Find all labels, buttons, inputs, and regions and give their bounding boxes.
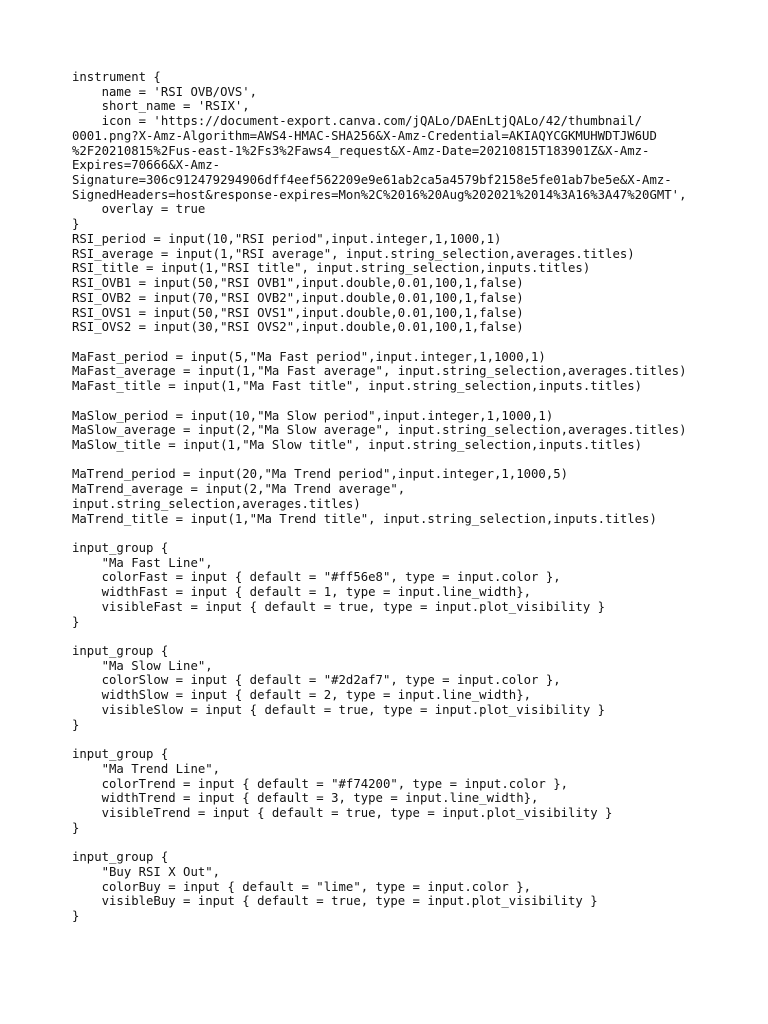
code-line: RSI_OVB1 = input(50,"RSI OVB1",input.double,0.01,100,1,false) [72,276,524,291]
code-line: visibleBuy = input { default = true, type = input.plot_visibility } [72,894,598,909]
code-line: SignedHeaders=host&response-expires=Mon%2C%2016%20Aug%202021%2014%3A16%3A47%20GMT', [72,187,687,202]
code-line: 0001.png?X-Amz-Algorithm=AWS4-HMAC-SHA256&X-Amz-Credential=AKIAQYCGKMUHWDTJW6UD [72,128,657,143]
code-line: colorFast = input { default = "#ff56e8", type = input.color }, [72,570,561,585]
code-line [72,394,752,409]
code-line: } [72,717,80,732]
code-line: "Ma Fast Line", [72,555,213,570]
code-line [72,629,752,644]
code-line: MaFast_title = input(1,"Ma Fast title", input.string_selection,inputs.titles) [72,379,643,394]
code-line: overlay = true [72,202,206,217]
code-document [72,70,752,924]
code-line: icon = 'https://document-export.canva.com/jQALo/DAEnLtjQALo/42/thumbnail/ [72,114,643,129]
code-line: widthTrend = input { default = 3, type = input.line_width}, [72,791,539,806]
code-line: RSI_average = input(1,"RSI average", input.string_selection,averages.titles) [72,246,635,261]
code-line: MaSlow_period = input(10,"Ma Slow period",input.integer,1,1000,1) [72,408,554,423]
code-line: MaFast_average = input(1,"Ma Fast average", input.string_selection,averages.titles) [72,364,687,379]
code-line [72,835,752,850]
code-line: input_group { [72,747,169,762]
code-line: RSI_OVB2 = input(70,"RSI OVB2",input.double,0.01,100,1,false) [72,290,524,305]
code-line: widthSlow = input { default = 2, type = input.line_width}, [72,688,532,703]
code-line: short_name = 'RSIX', [72,99,250,114]
code-line: input_group { [72,541,169,555]
code-line: name = 'RSI OVB/OVS', [72,84,258,99]
code-line: %2F20210815%2Fus-east-1%2Fs3%2Faws4_request&X-Amz-Date=20210815T183901Z&X-Amz- [72,143,650,158]
code-line [72,526,752,541]
code-line: MaFast_period = input(5,"Ma Fast period",input.integer,1,1000,1) [72,349,546,364]
code-line: } [72,820,80,835]
code-line: MaSlow_title = input(1,"Ma Slow title", input.string_selection,inputs.titles) [72,437,643,452]
code-line: "Buy RSI X Out", [72,864,221,879]
code-line: Expires=70666&X-Amz- [72,158,221,173]
code-line: input.string_selection,averages.titles) [72,496,361,511]
code-line: visibleSlow = input { default = true, type = input.plot_visibility } [72,702,606,717]
code-line: visibleFast = input { default = true, type = input.plot_visibility } [72,599,606,614]
code-line: colorTrend = input { default = "#f74200", type = input.color }, [72,776,569,791]
code-line: MaTrend_period = input(20,"Ma Trend period",input.integer,1,1000,5) [72,467,569,482]
code-line: "Ma Slow Line", [72,658,213,673]
code-line: widthFast = input { default = 1, type = input.line_width}, [72,585,532,600]
code-line: visibleTrend = input { default = true, type = input.plot_visibility } [72,805,613,820]
code-line: } [72,908,80,923]
code-line: RSI_period = input(10,"RSI period",input.integer,1,1000,1) [72,231,502,246]
code-line: } [72,614,80,629]
code-line: colorSlow = input { default = "#2d2af7", type = input.color }, [72,673,561,688]
code-line [72,732,752,747]
code-line: MaTrend_title = input(1,"Ma Trend title", input.string_selection,inputs.titles) [72,511,657,526]
code-line: RSI_OVS1 = input(50,"RSI OVS1",input.double,0.01,100,1,false) [72,305,524,320]
code-line: input_group { [72,850,169,865]
code-line: RSI_title = input(1,"RSI title", input.string_selection,inputs.titles) [72,261,591,276]
code-line: instrument { [72,70,161,84]
code-line: "Ma Trend Line", [72,761,221,776]
code-line: colorBuy = input { default = "lime", type = input.color }, [72,879,532,894]
code-line: } [72,217,80,232]
code-line: RSI_OVS2 = input(30,"RSI OVS2",input.double,0.01,100,1,false) [72,320,524,335]
code-line: Signature=306c912479294906dff4eef562209e9e61ab2ca5a4579bf2158e5fe01ab7be5e&X-Amz- [72,173,672,188]
code-line: MaTrend_average = input(2,"Ma Trend average", [72,482,406,497]
code-line: MaSlow_average = input(2,"Ma Slow average", input.string_selection,averages.titles) [72,423,687,438]
code-line [72,453,752,468]
code-line: input_group { [72,644,169,659]
code-line [72,335,752,350]
